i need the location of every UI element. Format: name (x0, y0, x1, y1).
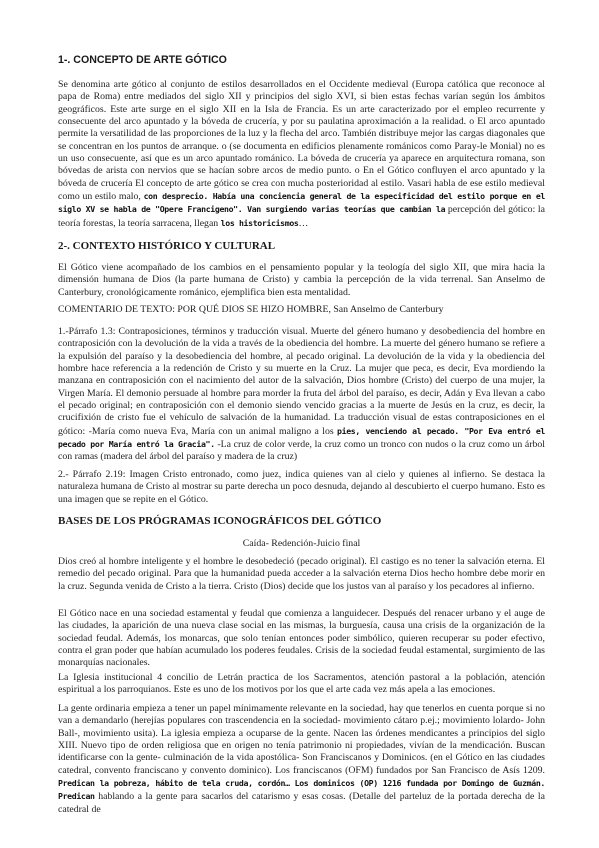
paragraph-bases-3: La Iglesia institucional 4 concilio de Letrán practica de los Sacramentos, atención pastoral a la población, atención espiritual a los parroquianos. Este es uno de los motivos por los que el arte cada vez más apela a las emociones. (58, 672, 545, 696)
section-heading-concepto: 1-. CONCEPTO DE ARTE GÓTICO (58, 54, 227, 66)
paragraph-bases-4 (58, 703, 545, 816)
paragraph-text: Se denomina arte gótico al conjunto de estilos desarrollados en el Occidente medieval (Europa católica que reconoce al papa de Roma) entre mediados del siglo XII y principios del siglo XVI, si bien estas fechas varían según los ámbitos geográficos. Este arte surge en el siglo XII en la Isla de Francia. Es un arte caracterizado por el empleo recurrente y consecuente del arco apuntado y la bóveda de crucería, y por su paulatina aproximación a la realidad. o El arco apuntado permite la versatilidad de las proporciones de la luz y la flecha del arco. También distribuye mejor las cargas diagonales que se concentran en los puntos de arranque. o (se documenta en edificios plenamente románicos como Paray-le Monial) no es un uso consecuente, así que es un arco apuntado románico. La bóveda de crucería ya aparece en arquitectura romana, son bóvedas de arista con nervios que se hacían sobre arcos de medio punto. o En el Gótico confluyen el arco apuntado y la bóveda de crucería El concepto de arte gótico se crea con mucha posterioridad al estilo. Vasari habla de ese estilo medieval como un estilo malo, (58, 79, 545, 203)
handwritten-text: con desprecio. Había una conciencia general de la especificidad del estilo porque en el siglo XV se habla de "Opere Francigeno". Van surgiendo varias teorías que cambian la (58, 191, 545, 215)
handwritten-text: Predican la pobreza, hábito de tela cruda, cordón… Los dominicos (OP) 1216 fundada por Domingo de Guzmán. Predican (58, 778, 545, 802)
paragraph-text: hablando a la gente para sacarlos del catarismo y esas cosas. (Detalle del parteluz de la portada derecha de la catedral de (58, 791, 545, 815)
section-heading-contexto: 2-. CONTEXTO HISTÓRICO Y CULTURAL (58, 240, 276, 252)
paragraph-text: -La cruz de color verde, la cruz como un tronco con nudos o la cruz como un árbol con ramas (madera del árbol del paraíso y madera de la cruz) (58, 439, 546, 463)
paragraph-text: 1.-Párrafo 1.3: Contraposiciones, términos y traducción visual. Muerte del género humano y desobediencia del hombre en contraposición con la devolución de la vida a través de la obediencia del hombre. La muerte del género humano se refiere a la expulsión del paraíso y la desobediencia del hombre, al pecado original. La devolución de la vida y la obediencia del hombre hace referencia a la redención de Cristo y su muerte en la Cruz. La mujer que peca, es decir, Eva mordiendo la manzana en contraposición con el nacimiento del autor de la salvación, Dios hombre (Cristo) del cuerpo de una mujer, la Virgen María. El demonio persuade al hombre para morder la fruta del árbol del paraíso, es decir, Adán y Eva llevan a cabo el pecado original; en contraposición con el demonio siendo vencido gracias a la muerte de Jesús en la cruz, es decir, la crucifixión de cristo fue el vehículo de salvación de la humanidad. La traducción visual de estas contraposiciones en el gótico: -María como nueva Eva, María con un animal maligno a los (58, 326, 545, 437)
paragraph-concepto (58, 79, 545, 230)
paragraph-text: percepción del gótico: la teoría forestas, la teoría sarracena, llegan (58, 204, 545, 229)
paragraph-parrafo-2-19: 2.- Párrafo 2.19: Imagen Cristo entronado, como juez, indica quienes van al cielo y quienes al infierno. Se destaca la naturaleza humana de Cristo al mostrar su parte derecha un poco desnuda, dejando al descubierto el cuerpo humano. Esto es una imagen que se repite en el Gótico. (58, 469, 545, 505)
paragraph-bases-2: El Gótico nace en una sociedad estamental y feudal que comienza a languidecer. Después del renacer urbano y el auge de las ciudades, la aparición de una nueva clase social en las mismas, la burguesía, causa una crisis de la organización de la sociedad feudal. Además, los monarcas, que solo tenían entonces poder simbólico, quieren recuperar su poder efectivo, contra el gran poder que habían acumulado los poderes feudales. Crisis de la sociedad feudal estamental, surgimiento de las monarquías nacionales. (58, 608, 545, 669)
paragraph-text: La gente ordinaria empieza a tener un papel mínimamente relevante en la sociedad, hay que tenerlos en cuenta porque si no van a demandarlo (herejías populares con trascendencia en la sociedad- movimiento cátaro p.ej.; movimiento lolardo- John Ball-, movimiento usita). La iglesia empieza a ocuparse de la gente. Nacen las órdenes mendicantes a principios del siglo XIII. Nuevo tipo de orden religiosa que en origen no tenía patrimonio ni propiedades, vivían de la mendicación. Buscan identificarse con la gente- culminación de la vida apostólica- Son Franciscanos y Dominicos. (en el Gótico en las ciudades catedral, convento franciscano y convento dominico). Los franciscanos (OFM) fundados por San Francisco de Asís 1209. (58, 703, 545, 776)
paragraph-contexto: El Gótico viene acompañado de los cambios en el pensamiento popular y la teología del siglo XII, que mira hacia la dimensión humana de Dios (la parte humana de Cristo) y cambia la percepción de la vida terrenal. San Anselmo de Canterbury, cronológicamente románico, ejemplifica bien esta mentalidad. (58, 262, 545, 298)
handwritten-text: los historicismos (220, 217, 299, 228)
section-subtitle: Caída- Redención-Juicio final (242, 538, 361, 549)
paragraph-bases-1: Dios creó al hombre inteligente y el hombre le desobedeció (pecado original). El castigo es no tener la salvación eterna. El remedio del pecado original. Para que la humanidad pueda acceder a la salvación eterna Dios hecho hombre debe morir en la cruz. Segunda venida de Cristo a la tierra. Cristo (Dios) decide que los justos van al paraíso y los pecadores al infierno. (58, 556, 545, 592)
paragraph-parrafo-1-3 (58, 326, 545, 464)
ellipsis: … (298, 217, 309, 229)
comentario-title: COMENTARIO DE TEXTO: POR QUÉ DIOS SE HIZO HOMBRE, San Anselmo de Canterbury (58, 304, 444, 315)
section-heading-bases: BASES DE LOS PRÓGRAMAS ICONOGRÁFICOS DEL GÓTICO (58, 515, 382, 527)
handwritten-text: pies, venciendo al pecado. "Por Eva entró el pecado por María entró la Gracia". (58, 425, 545, 450)
